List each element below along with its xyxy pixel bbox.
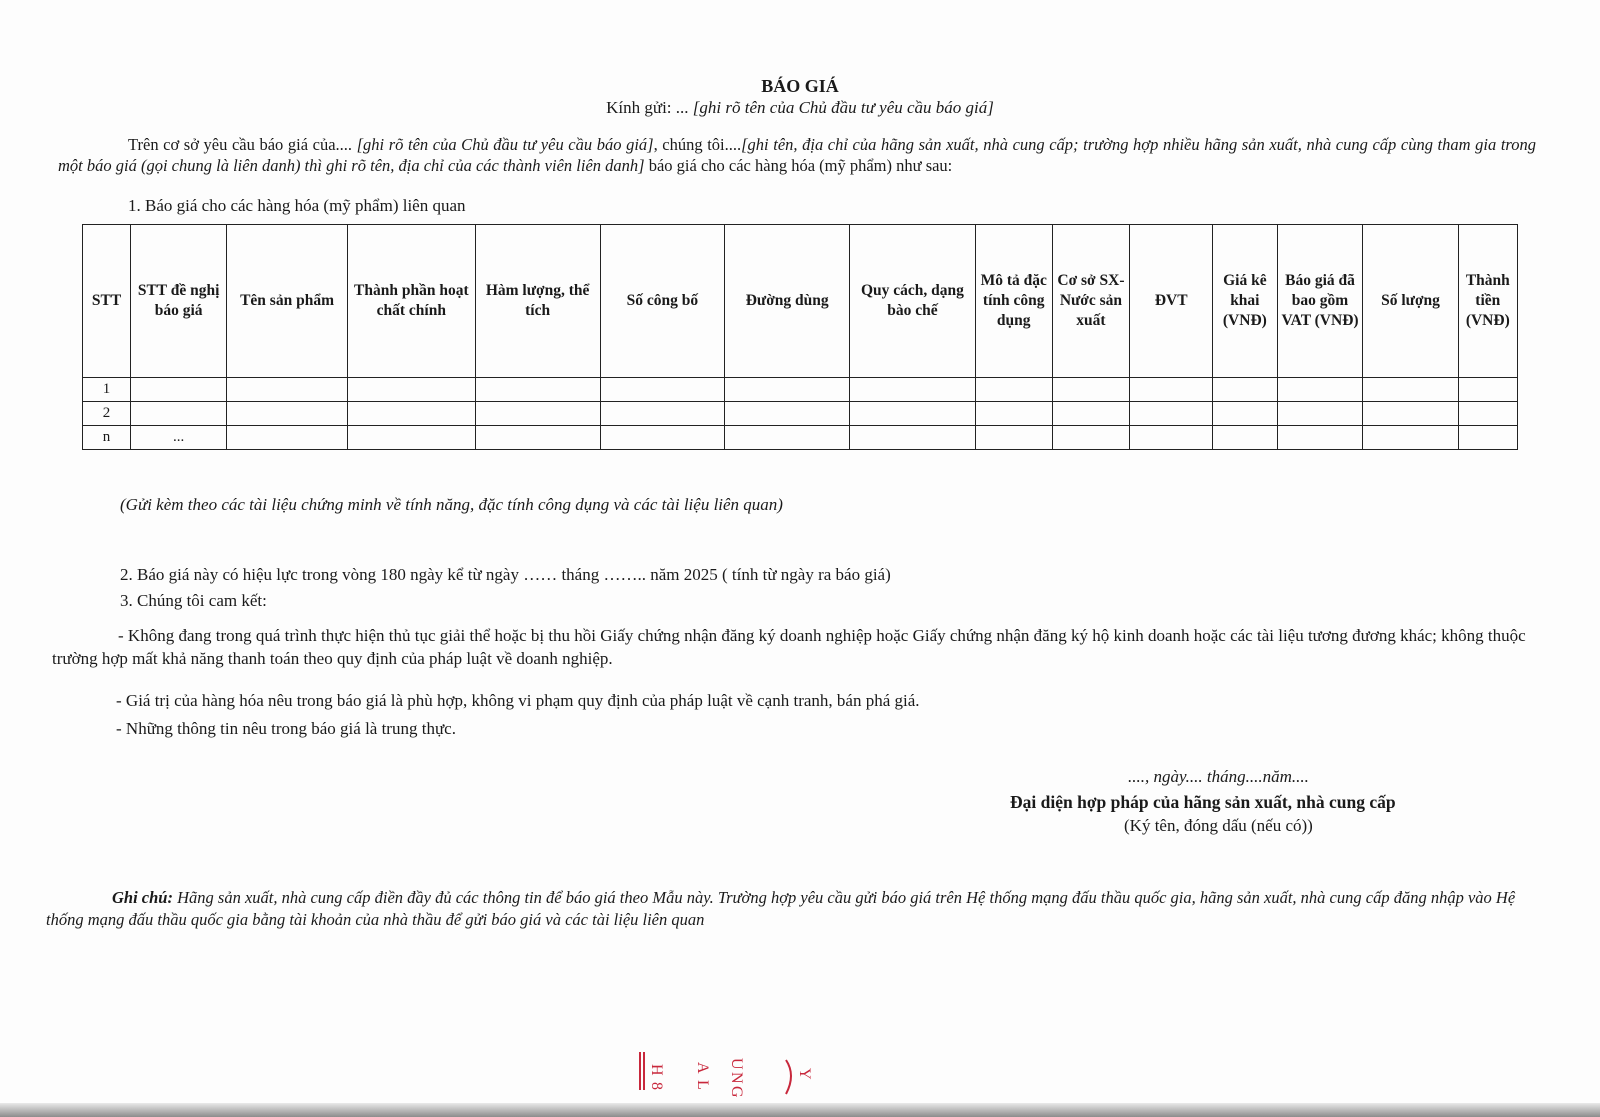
header-thanh-tien: Thành tiền (VNĐ) xyxy=(1458,225,1517,378)
table-cell xyxy=(227,426,348,450)
header-co-so-sx: Cơ sở SX-Nước sản xuất xyxy=(1052,225,1130,378)
header-duong-dung: Đường dùng xyxy=(725,225,850,378)
signature-title: Đại diện hợp pháp của hãng sản xuất, nhà cung cấp xyxy=(1010,792,1396,812)
svg-text:8: 8 xyxy=(648,1082,665,1090)
signature-date: ...., ngày.... tháng....năm.... xyxy=(1128,767,1309,786)
intro-text-3: báo giá cho các hàng hóa (mỹ phẩm) như sau: xyxy=(644,156,953,175)
table-cell xyxy=(975,426,1052,450)
svg-text:Y: Y xyxy=(796,1068,813,1080)
table-cell xyxy=(600,426,725,450)
commitment-2: - Giá trị của hàng hóa nêu trong báo giá là phù hợp, không vi phạm quy định của pháp luật về cạnh tranh, bán phá giá. xyxy=(116,691,920,710)
table-cell: ... xyxy=(131,426,227,450)
table-cell xyxy=(1458,426,1517,450)
table-cell xyxy=(347,402,475,426)
stamp-fragment-icon xyxy=(636,1050,816,1098)
table-cell xyxy=(475,378,600,402)
table-cell xyxy=(850,402,976,426)
table-cell xyxy=(975,378,1052,402)
header-so-luong: Số lượng xyxy=(1363,225,1458,378)
table-cell xyxy=(600,402,725,426)
table-cell xyxy=(1277,402,1363,426)
table-body xyxy=(83,378,1518,450)
table-cell xyxy=(131,402,227,426)
header-so-cong-bo: Số công bố xyxy=(600,225,725,378)
addressee-line xyxy=(0,98,1600,118)
table-cell xyxy=(475,426,600,450)
header-quy-cach: Quy cách, dạng bào chế xyxy=(850,225,976,378)
table-cell xyxy=(1277,426,1363,450)
table-cell xyxy=(1213,378,1277,402)
svg-text:U: U xyxy=(728,1058,745,1070)
header-gia-ke-khai: Giá kê khai (VNĐ) xyxy=(1213,225,1277,378)
table-cell xyxy=(1363,426,1458,450)
table-cell xyxy=(1363,378,1458,402)
header-bao-gia-vat: Báo giá đã bao gồm VAT (VNĐ) xyxy=(1277,225,1363,378)
table-cell xyxy=(1052,378,1130,402)
table-cell xyxy=(1277,378,1363,402)
table-cell xyxy=(1213,426,1277,450)
table-cell xyxy=(725,426,850,450)
table-cell xyxy=(850,378,976,402)
header-thanh-phan: Thành phần hoạt chất chính xyxy=(347,225,475,378)
table-header-row xyxy=(83,225,1518,378)
section-2-validity: 2. Báo giá này có hiệu lực trong vòng 180 ngày kể từ ngày …… tháng …….. năm 2025 ( tính từ ngày ra báo giá) xyxy=(120,565,891,584)
intro-text-2: , chúng tôi.... xyxy=(653,135,742,154)
header-stt-de-nghi: STT đề nghị báo giá xyxy=(131,225,227,378)
table-cell xyxy=(850,426,976,450)
table-cell xyxy=(1213,402,1277,426)
section-3-heading: 3. Chúng tôi cam kết: xyxy=(120,591,267,610)
table-cell: 1 xyxy=(83,378,131,402)
table-cell xyxy=(1052,426,1130,450)
table-row xyxy=(83,378,1518,402)
header-ten-san-pham: Tên sản phẩm xyxy=(227,225,348,378)
table-cell xyxy=(1130,378,1213,402)
section-1-heading: 1. Báo giá cho các hàng hóa (mỹ phẩm) liên quan xyxy=(128,196,466,215)
table-cell xyxy=(347,378,475,402)
header-dvt: ĐVT xyxy=(1130,225,1213,378)
signature-note: (Ký tên, đóng dấu (nếu có)) xyxy=(1124,816,1313,835)
footnote-text: Hãng sản xuất, nhà cung cấp điền đầy đủ các thông tin để báo giá theo Mẫu này. Trường hợp yêu cầu gửi báo giá trên Hệ thống mạng đấu thầu quốc gia, hãng sản xuất, nhà cung cấp đăng nhập vào Hệ thống mạng đấu thầu quốc gia bằng tài khoản của nhà thầu để gửi báo giá và các tài liệu liên quan xyxy=(46,888,1516,929)
commitment-1: - Không đang trong quá trình thực hiện thủ tục giải thể hoặc bị thu hồi Giấy chứng nhận đăng ký doanh nghiệp hoặc Giấy chứng nhận đăng ký hộ kinh doanh hoặc các tài liệu tương đương khác; không thuộc trường hợp mất khả năng thanh toán theo quy định của pháp luật về doanh nghiệp. xyxy=(52,626,1526,668)
footnote-label: Ghi chú: xyxy=(112,888,173,907)
intro-placeholder-supplier: [ghi tên, địa chỉ của hãng sản xuất, nhà cung cấp; trường hợp nhiều hãng sản xuất, nhà cung cấp cùng tham gia trong một báo giá (gọi chung là liên danh) thì ghi rõ tên, địa chỉ của các thành viên liên danh] xyxy=(58,135,1536,175)
header-mo-ta: Mô tả đặc tính công dụng xyxy=(975,225,1052,378)
commitment-3: - Những thông tin nêu trong báo giá là trung thực. xyxy=(116,719,456,738)
table-row xyxy=(83,402,1518,426)
table-row xyxy=(83,426,1518,450)
table-cell xyxy=(725,402,850,426)
table-cell xyxy=(1363,402,1458,426)
scan-bottom-edge xyxy=(0,1103,1600,1117)
svg-text:A: A xyxy=(694,1062,711,1074)
footnote xyxy=(46,887,1546,931)
table-cell xyxy=(1130,426,1213,450)
table-cell xyxy=(347,426,475,450)
table-cell: 2 xyxy=(83,402,131,426)
table-cell xyxy=(475,402,600,426)
table-cell xyxy=(1458,378,1517,402)
header-stt: STT xyxy=(83,225,131,378)
table-cell xyxy=(725,378,850,402)
addressee-placeholder: [ghi rõ tên của Chủ đầu tư yêu cầu báo giá] xyxy=(692,98,994,117)
table-cell xyxy=(1052,402,1130,426)
quote-table xyxy=(82,224,1518,450)
table-cell xyxy=(600,378,725,402)
addressee-prefix: Kính gửi: ... xyxy=(606,98,693,117)
header-ham-luong: Hàm lượng, thể tích xyxy=(475,225,600,378)
document-title: BÁO GIÁ xyxy=(761,76,839,96)
svg-text:L: L xyxy=(694,1080,711,1090)
table-cell xyxy=(227,378,348,402)
intro-paragraph xyxy=(58,134,1536,176)
table-cell xyxy=(1130,402,1213,426)
svg-text:N: N xyxy=(728,1072,745,1084)
table-cell: n xyxy=(83,426,131,450)
svg-text:G: G xyxy=(728,1086,745,1098)
table-cell xyxy=(227,402,348,426)
intro-placeholder-investor: [ghi rõ tên của Chủ đầu tư yêu cầu báo giá] xyxy=(356,135,654,154)
svg-text:H: H xyxy=(648,1064,665,1076)
table-cell xyxy=(1458,402,1517,426)
table-cell xyxy=(131,378,227,402)
attachment-note: (Gửi kèm theo các tài liệu chứng minh về tính năng, đặc tính công dụng và các tài liệu liên quan) xyxy=(120,495,783,514)
table-cell xyxy=(975,402,1052,426)
intro-text-1: Trên cơ sở yêu cầu báo giá của.... xyxy=(128,135,357,154)
